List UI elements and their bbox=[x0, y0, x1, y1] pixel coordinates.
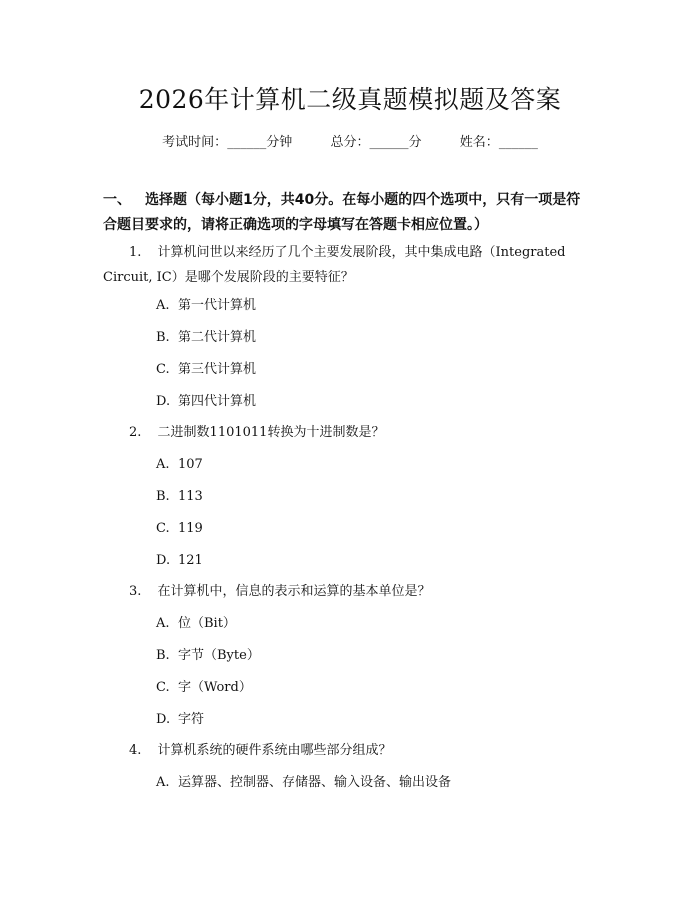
question-3-option-c bbox=[156, 679, 252, 697]
option-text: 第二代计算机 bbox=[178, 330, 257, 345]
section-heading bbox=[103, 188, 593, 238]
section-number: 一、 bbox=[103, 192, 131, 208]
option-text: 107 bbox=[178, 457, 203, 472]
exam-info-line bbox=[0, 131, 700, 150]
question-number: 4. bbox=[129, 743, 142, 758]
question-3-option-d bbox=[156, 711, 204, 729]
question-4-option-a bbox=[156, 774, 451, 792]
question-3-option-b bbox=[156, 647, 260, 665]
question-1-option-b bbox=[156, 329, 256, 347]
option-letter: D. bbox=[156, 712, 171, 727]
option-text: 运算器、控制器、存储器、输入设备、输出设备 bbox=[178, 775, 452, 790]
option-letter: B. bbox=[156, 489, 170, 504]
option-letter: B. bbox=[156, 330, 170, 345]
question-number: 3. bbox=[129, 584, 142, 599]
option-text: 119 bbox=[178, 521, 203, 536]
option-letter: A. bbox=[156, 298, 170, 313]
question-1-option-d bbox=[156, 393, 256, 411]
question-text: 在计算机中，信息的表示和运算的基本单位是？ bbox=[157, 584, 431, 599]
question-1 bbox=[103, 240, 603, 290]
option-letter: A. bbox=[156, 457, 170, 472]
name-label: 姓名： bbox=[459, 135, 499, 150]
question-2-option-b bbox=[156, 488, 203, 506]
total-score-label: 总分： bbox=[330, 135, 370, 150]
page-title: 2026年计算机二级真题模拟题及答案 bbox=[138, 85, 562, 114]
question-4 bbox=[103, 738, 603, 763]
option-text: 113 bbox=[178, 489, 203, 504]
option-letter: B. bbox=[156, 648, 170, 663]
question-2-option-a bbox=[156, 456, 203, 474]
question-1-option-c bbox=[156, 361, 256, 379]
question-2-option-d bbox=[156, 552, 203, 570]
option-letter: D. bbox=[156, 553, 171, 568]
exam-time-blank: ______ bbox=[227, 135, 267, 150]
question-number: 2. bbox=[129, 425, 142, 440]
total-score-unit: 分 bbox=[408, 135, 422, 150]
total-score-blank: ______ bbox=[369, 135, 409, 150]
question-text: 计算机问世以来经历了几个主要发展阶段，其中集成电路（Integrated Circuit, IC）是哪个发展阶段的主要特征？ bbox=[103, 245, 566, 285]
option-letter: C. bbox=[156, 362, 170, 377]
option-text: 字节（Byte） bbox=[178, 648, 260, 663]
option-text: 字符 bbox=[178, 712, 205, 727]
question-text: 计算机系统的硬件系统由哪些部分组成？ bbox=[157, 743, 392, 758]
option-text: 第四代计算机 bbox=[178, 394, 257, 409]
option-letter: A. bbox=[156, 775, 170, 790]
question-1-option-a bbox=[156, 297, 256, 315]
exam-time-unit: 分钟 bbox=[266, 135, 293, 150]
option-letter: C. bbox=[156, 521, 170, 536]
option-text: 第三代计算机 bbox=[178, 362, 257, 377]
exam-time-label: 考试时间： bbox=[162, 135, 228, 150]
option-text: 第一代计算机 bbox=[178, 298, 257, 313]
question-number: 1. bbox=[129, 245, 142, 260]
option-letter: C. bbox=[156, 680, 170, 695]
question-3 bbox=[103, 579, 603, 604]
question-text: 二进制数1101011转换为十进制数是？ bbox=[157, 425, 385, 440]
option-text: 字（Word） bbox=[178, 680, 252, 695]
name-blank: ______ bbox=[498, 135, 538, 150]
option-letter: D. bbox=[156, 394, 171, 409]
option-letter: A. bbox=[156, 616, 170, 631]
question-2-option-c bbox=[156, 520, 203, 538]
section-text: 选择题（每小题1分，共40分。在每小题的四个选项中，只有一项是符合题目要求的，请将正确选项的字母填写在答题卡相应位置。） bbox=[103, 192, 581, 233]
option-text: 位（Bit） bbox=[178, 616, 236, 631]
question-2 bbox=[103, 420, 603, 445]
option-text: 121 bbox=[178, 553, 203, 568]
question-3-option-a bbox=[156, 615, 236, 633]
